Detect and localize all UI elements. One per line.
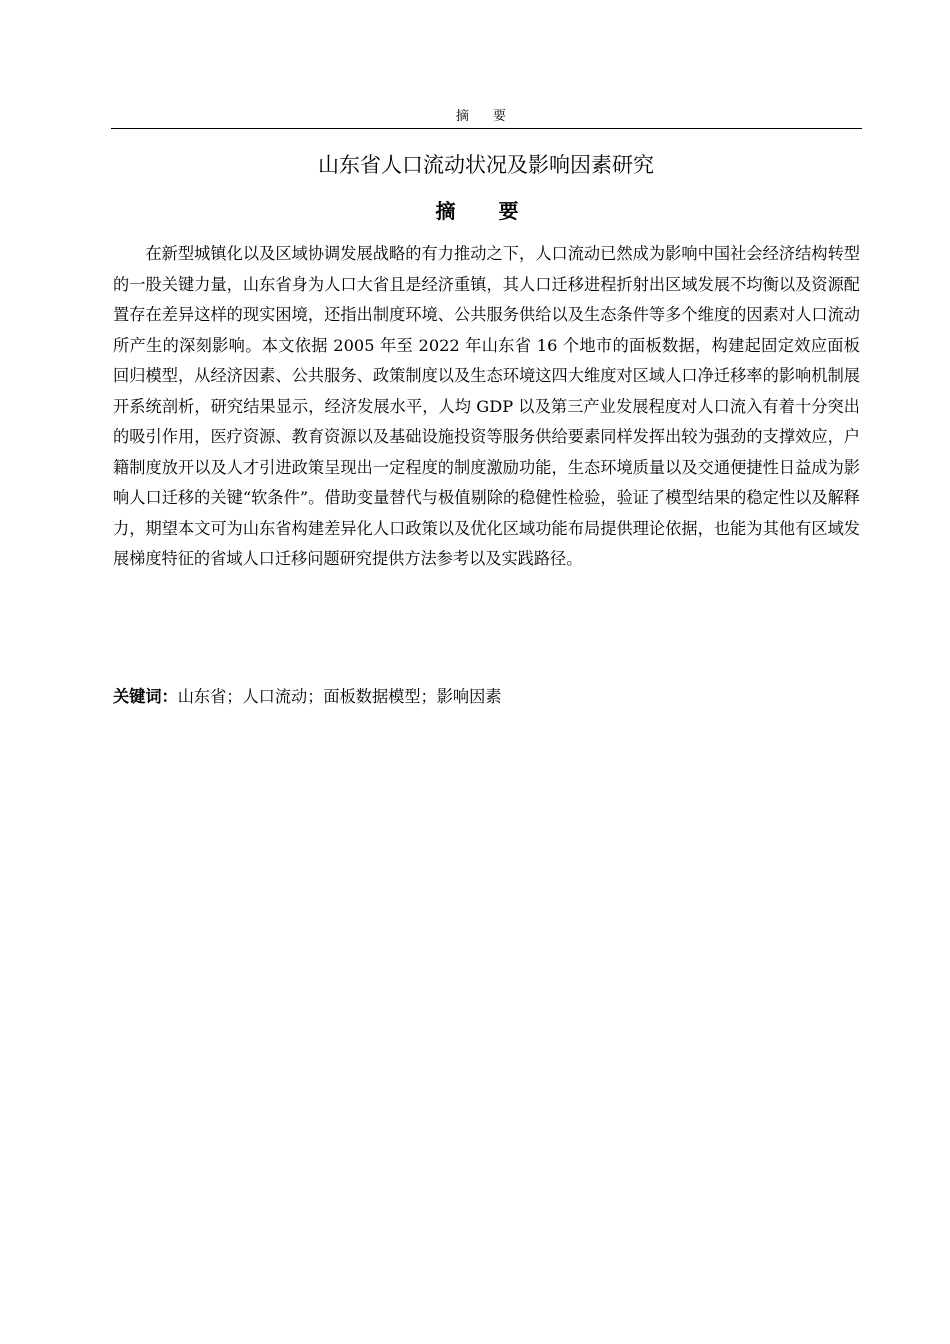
header-divider [111,128,862,129]
paper-title: 山东省人口流动状况及影响因素研究 [318,153,654,177]
abstract-heading: 摘 要 [435,199,537,223]
keywords-label: 关键词： [113,687,178,706]
keywords-line [113,682,860,712]
running-header: 摘 要 [455,109,517,124]
keywords-value: 山东省；人口流动；面板数据模型；影响因素 [177,687,502,706]
abstract-paragraph: 在新型城镇化以及区域协调发展战略的有力推动之下，人口流动已然成为影响中国社会经济结构转型的一股关键力量，山东省身为人口大省且是经济重镇，其人口迁移进程折射出区域发展不均衡以及资源配置存在差异这样的现实困境，还指出制度环境、公共服务供给以及生态条件等多个维度的因素对人口流动所产生的深刻影响。本文依据 2005 年至 2022 年山东省 16 个地市的面板数据，构建起固定效应面板回归模型，从经济因素、公共服务、政策制度以及生态环境这四大维度对区域人口净迁移率的影响机制展开系统剖析，研究结果显示，经济发展水平，人均 GDP 以及第三产业发展程度对人口流入有着十分突出的吸引作用，医疗资源、教育资源以及基础设施投资等服务供给要素同样发挥出较为强劲的支撑效应，户籍制度放开以及人才引进政策呈现出一定程度的制度激励功能，生态环境质量以及交通便捷性日益成为影响人口迁移的关键“软条件”。借助变量替代与极值剔除的稳健性检验，验证了模型结果的稳定性以及解释力，期望本文可为山东省构建差异化人口政策以及优化区域功能布局提供理论依据，也能为其他有区域发展梯度特征的省域人口迁移问题研究提供方法参考以及实践路径。 [113,244,860,568]
